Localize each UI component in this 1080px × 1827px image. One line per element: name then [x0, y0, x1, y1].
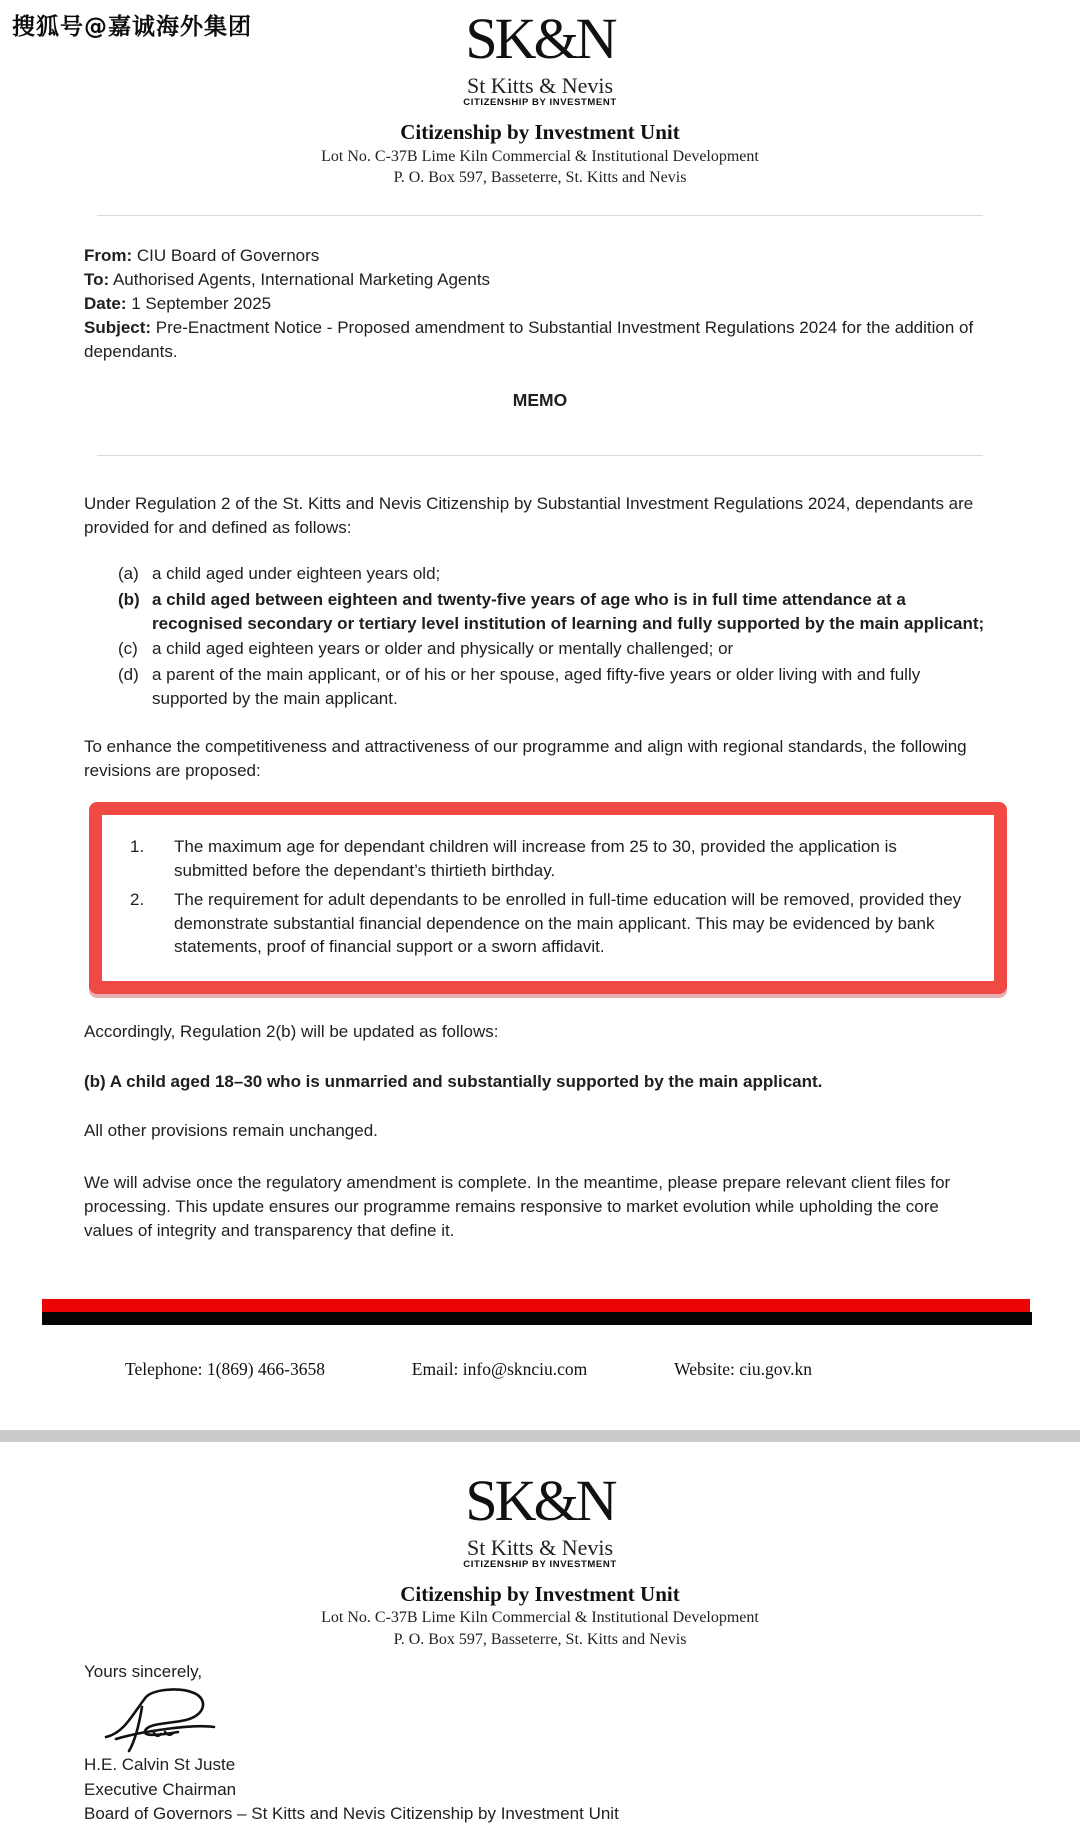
contact-email: Email: info@sknciu.com — [411, 1358, 588, 1379]
definition-text-c: a child aged eighteen years or older and physically or mentally challenged; or — [152, 639, 734, 659]
meta-date-label: Date: — [84, 294, 127, 314]
contact-website: Website: ciu.gov.kn — [674, 1358, 812, 1379]
sohu-watermark: 搜狐号@嘉诚海外集团 — [12, 14, 252, 40]
revision-text-1: The maximum age for dependant children will increase from 25 to 30, provided the application is submitted before the dependant’s thirtieth birthday. — [174, 837, 897, 880]
definition-item-b — [118, 588, 985, 636]
logo-country-name-2: St Kitts & Nevis — [466, 1534, 614, 1560]
definition-text-b: a child aged between eighteen and twenty-five years of age who is in full time attendance at a recognised secondary or tertiary level institution of learning and fully supported by the main applicant; — [152, 589, 985, 633]
definition-label-b: (b) — [118, 589, 140, 609]
divider-top — [97, 215, 983, 216]
signatory-name: H.E. Calvin St Juste — [84, 1755, 236, 1774]
definition-item-d — [118, 663, 985, 711]
revision-item-2 — [130, 888, 966, 958]
unit-address-line2-2: P. O. Box 597, Basseterre, St. Kitts and Nevis — [393, 1630, 687, 1648]
meta-to-value: Authorised Agents, International Marketing Agents — [112, 269, 491, 289]
footer-red-bar — [42, 1299, 1030, 1312]
proposal-intro-paragraph: To enhance the competitiveness and attractiveness of our programme and align with regional standards, the following revisions are proposed: — [84, 736, 967, 780]
logo-tagline-2: CITIZENSHIP BY INVESTMENT — [463, 1558, 617, 1570]
highlighted-revisions-box — [89, 802, 1007, 993]
closing-paragraph: We will advise once the regulatory amendment is complete. In the meantime, please prepare relevant client files for processing. This update ensures our programme remains responsive to market evolution while upholding the core values of integrity and transparency that define it. — [84, 1173, 951, 1240]
unit-address-line2: P. O. Box 597, Basseterre, St. Kitts and Nevis — [393, 169, 687, 187]
logo-country-name: St Kitts & Nevis — [466, 73, 614, 98]
revision-number-2: 2. — [130, 890, 145, 910]
signatory-org: Board of Governors – St Kitts and Nevis Citizenship by Investment Unit — [84, 1804, 619, 1824]
memo-meta — [84, 244, 985, 365]
definition-text-d: a parent of the main applicant, or of his or her spouse, aged fifty-five years or older living with and fully supported by the main applicant. — [152, 665, 921, 709]
meta-subject — [84, 316, 985, 364]
revision-item-1 — [130, 835, 966, 882]
page-separator-bar — [0, 1430, 1080, 1442]
revision-text-2: The requirement for adult dependants to be enrolled in full-time education will be removed, provided they demonstrate substantial financial dependence on the main applicant. This may be evidenced by bank statements, proof of financial support or a sworn affidavit. — [174, 890, 962, 957]
signatory-title: Executive Chairman — [84, 1779, 237, 1799]
meta-to-label: To: — [84, 269, 110, 289]
revision-number-1: 1. — [130, 837, 145, 857]
meta-from — [84, 244, 985, 268]
definition-item-c — [118, 637, 985, 661]
meta-from-value: CIU Board of Governors — [136, 245, 320, 265]
meta-to — [84, 268, 985, 292]
signature-salutation: Yours sincerely, — [84, 1662, 203, 1682]
intro-paragraph: Under Regulation 2 of the St. Kitts and Nevis Citizenship by Substantial Investment Regulations 2024, dependants are provided for and defined as follows: — [84, 494, 974, 538]
footer-black-bar — [42, 1312, 1032, 1325]
unit-address-line1-2: Lot No. C-37B Lime Kiln Commercial & Institutional Development — [321, 1609, 759, 1627]
meta-date — [84, 292, 985, 316]
contact-telephone: Telephone: 1(869) 466-3658 — [125, 1358, 325, 1379]
meta-subject-value: Pre-Enactment Notice - Proposed amendment to Substantial Investment Regulations 2024 for the addition of dependants. — [84, 318, 974, 362]
accordingly-paragraph: Accordingly, Regulation 2(b) will be updated as follows: — [84, 1021, 499, 1041]
definition-text-a: a child aged under eighteen years old; — [152, 564, 441, 584]
skn-logo: SK&N — [465, 6, 615, 71]
meta-subject-label: Subject: — [84, 318, 152, 338]
updated-clause: (b) A child aged 18–30 who is unmarried and substantially supported by the main applicant. — [84, 1071, 823, 1091]
definition-label-c: (c) — [118, 639, 138, 659]
handwritten-signature — [102, 1687, 252, 1753]
unit-address-line1: Lot No. C-37B Lime Kiln Commercial & Institutional Development — [321, 147, 759, 165]
letterhead-bottom — [0, 1467, 1080, 1651]
meta-date-value: 1 September 2025 — [131, 294, 272, 314]
meta-from-label: From: — [84, 245, 133, 265]
skn-logo-2: SK&N — [465, 1467, 615, 1533]
definition-label-d: (d) — [118, 665, 139, 685]
signature-block — [84, 1660, 985, 1827]
contact-row — [0, 1359, 1080, 1380]
definition-label-a: (a) — [118, 564, 139, 584]
unit-title: Citizenship by Investment Unit — [400, 120, 680, 145]
divider-under-memo — [97, 455, 983, 456]
unit-title-2: Citizenship by Investment Unit — [400, 1581, 680, 1606]
memo-heading: MEMO — [512, 390, 568, 411]
definitions-list — [118, 562, 985, 711]
unchanged-paragraph: All other provisions remain unchanged. — [84, 1121, 378, 1141]
logo-tagline: CITIZENSHIP BY INVESTMENT — [463, 97, 617, 109]
definition-item-a — [118, 562, 985, 586]
